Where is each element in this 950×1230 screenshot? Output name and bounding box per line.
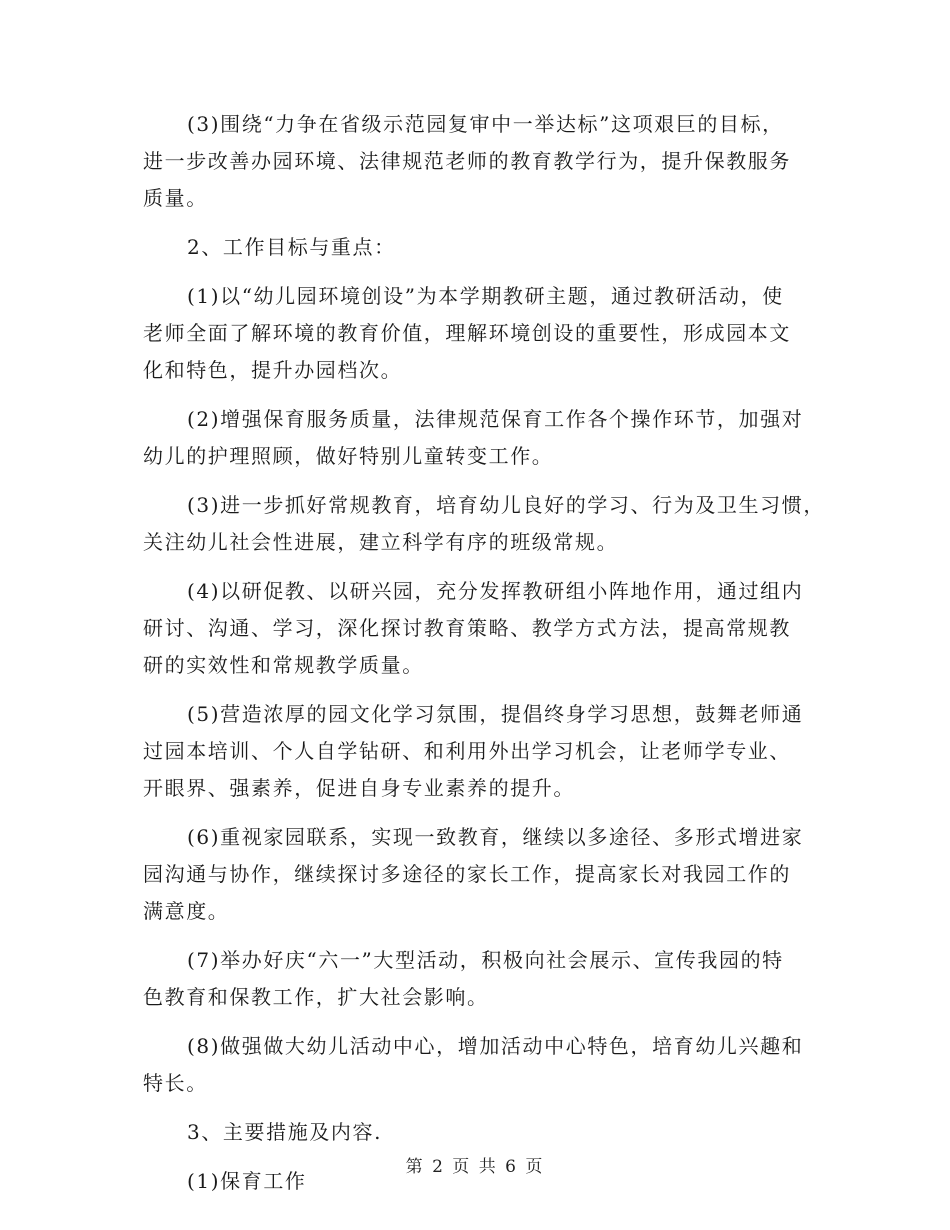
text-line: 老师全面了解环境的教育价值，理解环境创设的重要性，形成园本文 (143, 321, 791, 345)
paragraph-goal-3 (143, 106, 813, 217)
text-line: (4)以研促教、以研兴园，充分发挥教研组小阵地作用，通过组内 (187, 579, 804, 603)
section-heading-work-goals (143, 229, 813, 266)
text-line: 幼儿的护理照顾，做好特别儿童转变工作。 (143, 444, 554, 468)
paragraph-item-4 (143, 573, 813, 684)
text-line: 开眼界、强素养，促进自身专业素养的提升。 (143, 776, 575, 800)
text-line: 研的实效性和常规教学质量。 (143, 653, 424, 677)
paragraph-item-1 (143, 278, 813, 389)
text-line: 满意度。 (143, 899, 230, 923)
text-line: (3)围绕“力争在省级示范园复审中一举达标”这项艰巨的目标， (187, 112, 784, 136)
paragraph-item-6 (143, 819, 813, 930)
text-line: 进一步改善办园环境、法律规范老师的教育教学行为，提升保教服务 (143, 149, 791, 173)
paragraph-item-7 (143, 942, 813, 1016)
text-line: (1)保育工作 (187, 1169, 307, 1193)
text-line: (6)重视家园联系，实现一致教育，继续以多途径、多形式增进家 (187, 825, 804, 849)
text-line: 化和特色，提升办园档次。 (143, 358, 403, 382)
text-line: 研讨、沟通、学习，深化探讨教育策略、教学方式方法，提高常规教 (143, 616, 791, 640)
paragraph-item-3 (143, 487, 825, 561)
text-line: (7)举办好庆“六一”大型活动，积极向社会展示、宣传我园的特 (187, 948, 784, 972)
section-heading-measures (143, 1114, 813, 1151)
text-line: 园沟通与协作，继续探讨多途径的家长工作，提高家长对我园工作的 (143, 862, 791, 886)
text-line: 3、主要措施及内容. (187, 1120, 383, 1144)
paragraph-item-2 (143, 401, 813, 475)
text-line: 特长。 (143, 1071, 208, 1095)
text-line: 色教育和保教工作，扩大社会影响。 (143, 985, 489, 1009)
page-number-footer: 第 2 页 共 6 页 (405, 1157, 545, 1177)
text-line: (2)增强保育服务质量，法律规范保育工作各个操作环节，加强对 (187, 407, 804, 431)
text-line: (8)做强做大幼儿活动中心，增加活动中心特色，培育幼儿兴趣和 (187, 1034, 804, 1058)
text-line: (3)进一步抓好常规教育，培育幼儿良好的学习、行为及卫生习惯， (187, 493, 825, 517)
paragraph-item-8 (143, 1028, 813, 1102)
text-line: (1)以“幼儿园环境创设”为本学期教研主题，通过教研活动，使 (187, 284, 784, 308)
paragraph-item-5 (143, 696, 813, 807)
text-line: (5)营造浓厚的园文化学习氛围，提倡终身学习思想，鼓舞老师通 (187, 702, 804, 726)
text-line: 关注幼儿社会性进展，建立科学有序的班级常规。 (143, 530, 619, 554)
text-line: 2、工作目标与重点： (187, 235, 396, 259)
document-body (143, 106, 825, 1212)
text-line: 质量。 (143, 186, 208, 210)
text-line: 过园本培训、个人自学钻研、和利用外出学习机会，让老师学专业、 (143, 739, 791, 763)
